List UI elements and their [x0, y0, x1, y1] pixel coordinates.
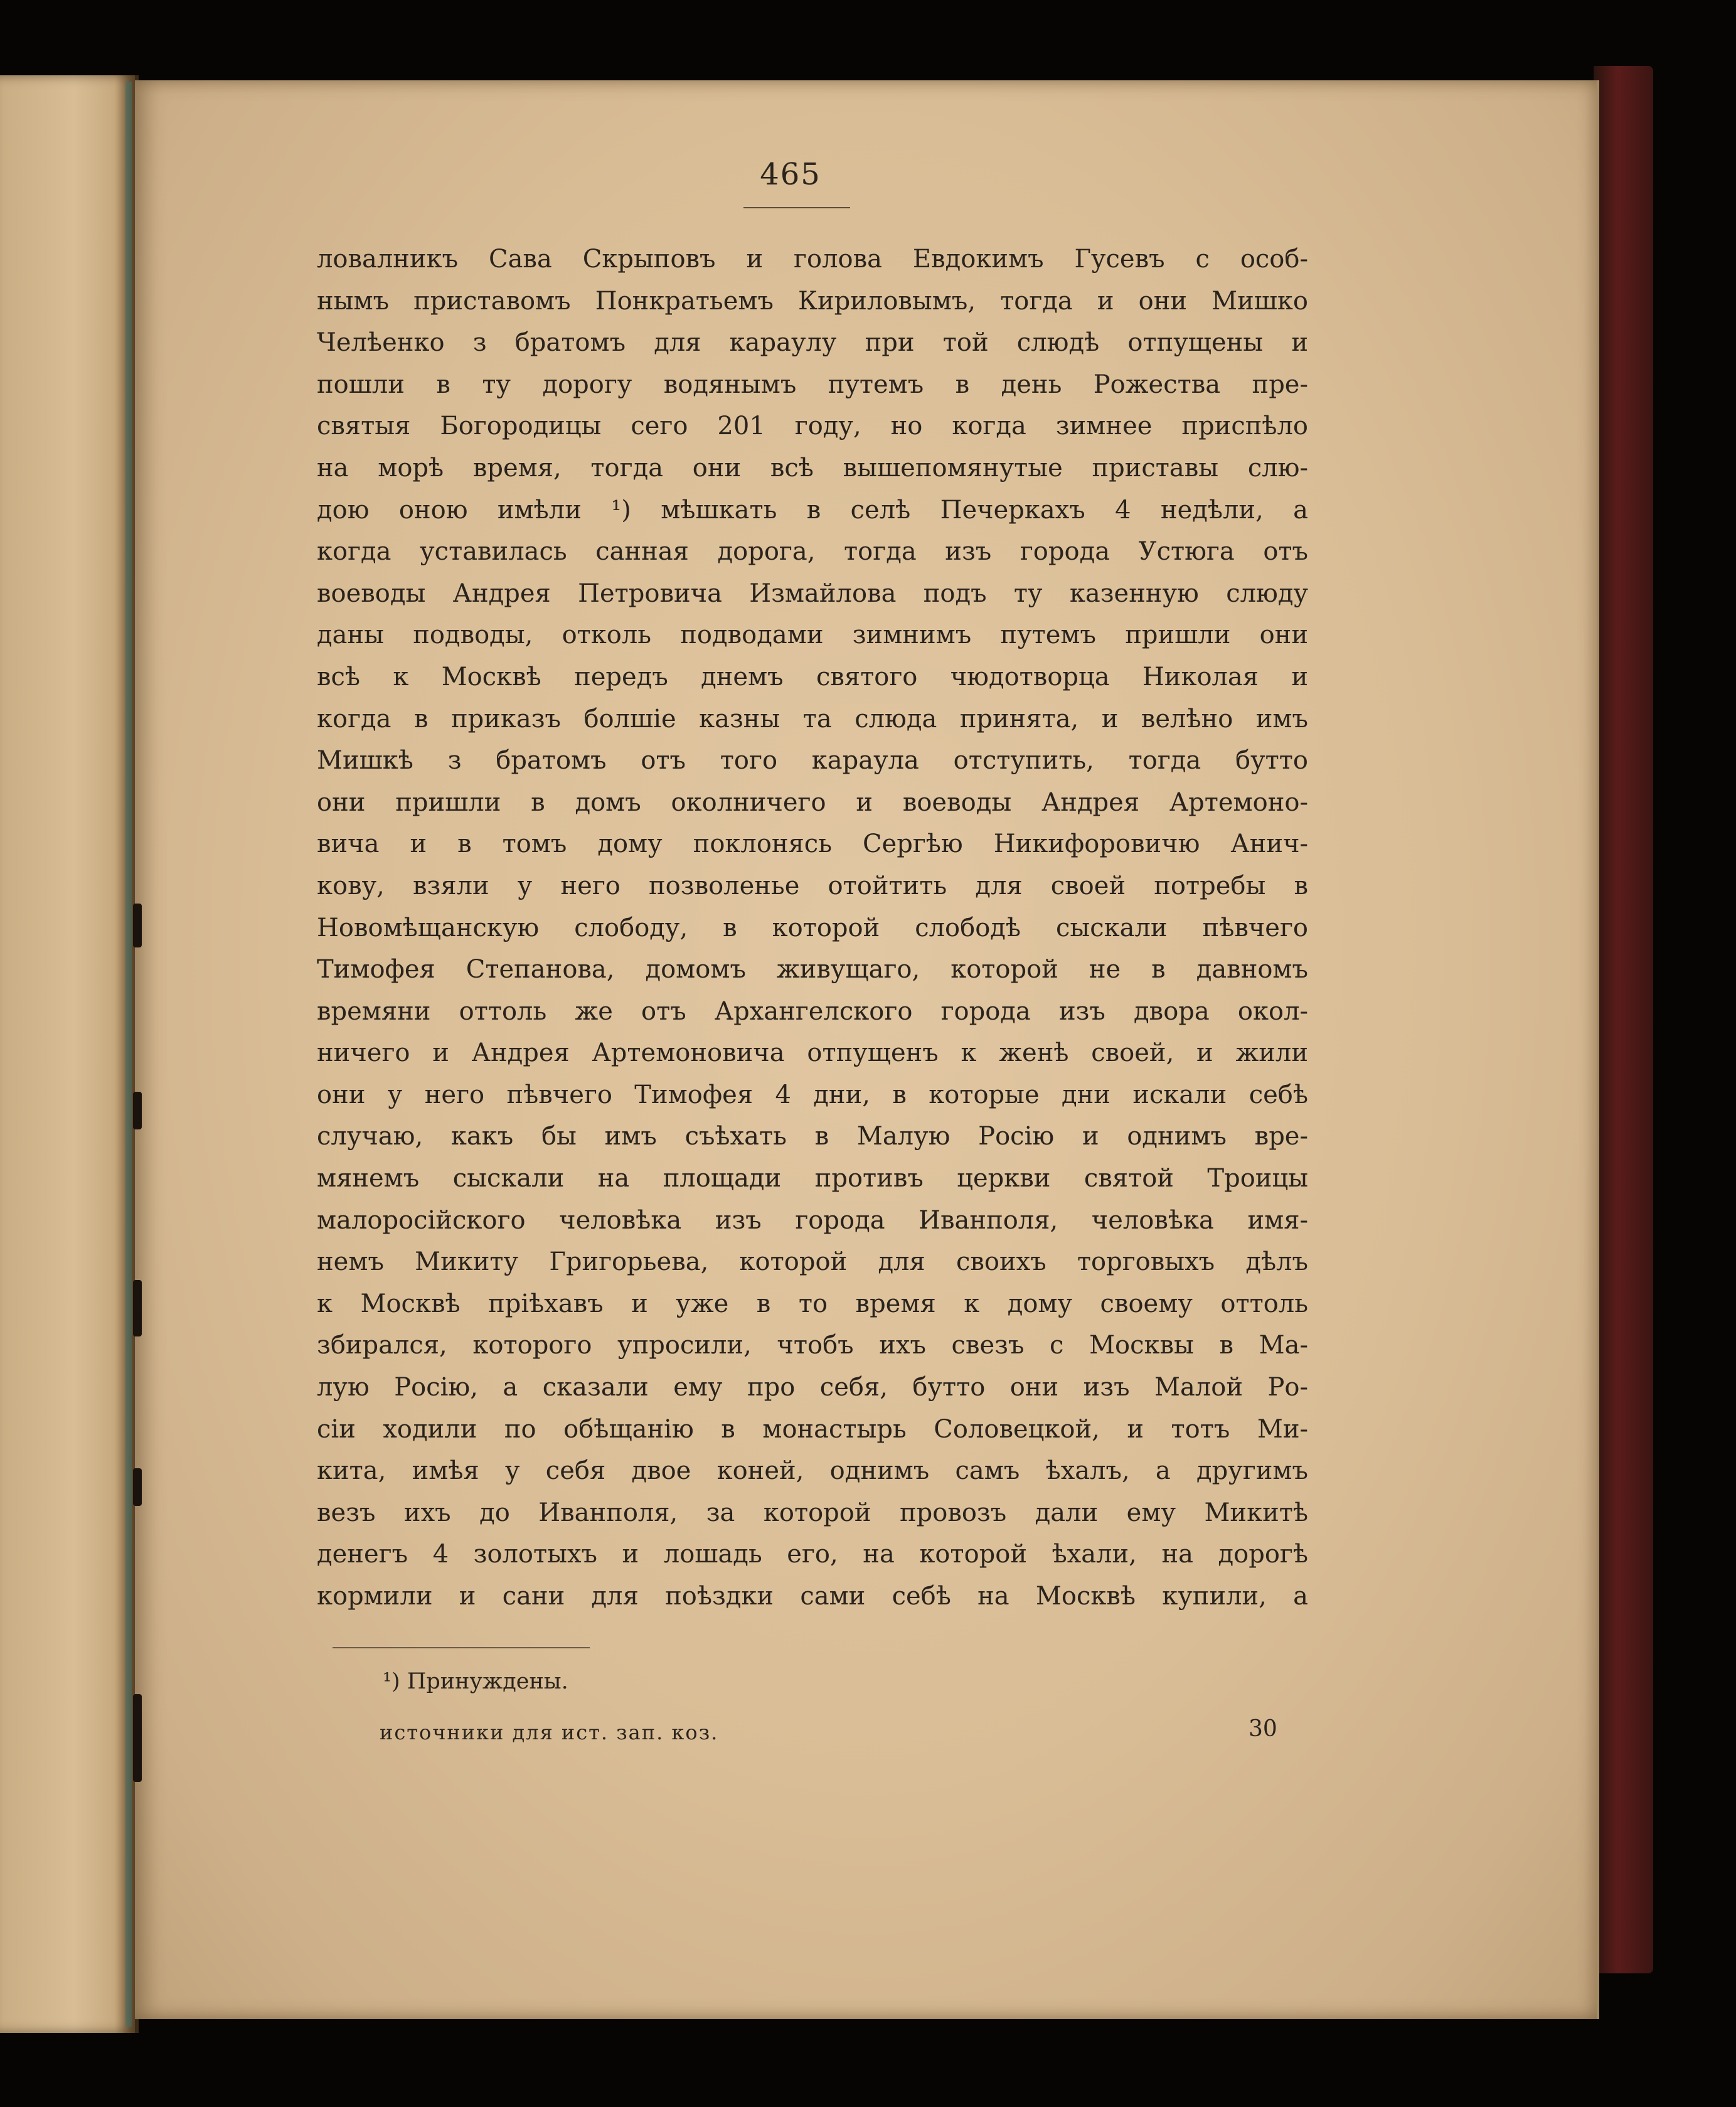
- text-line: Новомѣщанскую слободу, в которой слободѣ сыскали пѣвчего: [317, 913, 1308, 942]
- footnote-marker: ¹): [383, 1669, 400, 1694]
- text-line: збирался, которого упросили, чтобъ ихъ свезъ с Москвы в Ма-: [317, 1331, 1308, 1360]
- signature-number: 30: [1249, 1716, 1277, 1742]
- text-line: когда уставилась санная дорога, тогда изъ города Устюга отъ: [317, 537, 1308, 567]
- text-line: ловалникъ Сава Скрыповъ и голова Евдокимъ Гусевъ с особ-: [317, 245, 1308, 274]
- text-line: святыя Богородицы сего 201 году, но когда зимнее приспѣло: [317, 412, 1308, 441]
- page-edge-tint: [125, 82, 132, 2027]
- text-line: кову, взяли у него позволенье отойтить для своей потребы в: [317, 871, 1308, 900]
- text-line: ничего и Андрея Артемоновича отпущенъ к женѣ своей, и жили: [317, 1038, 1308, 1068]
- text-line: сіи ходили по обѣщанію в монастырь Соловецкой, и тотъ Ми-: [317, 1414, 1308, 1444]
- text-line: вича и в томъ дому поклонясь Сергѣю Никифоровичю Анич-: [317, 829, 1308, 859]
- text-line: Мишкѣ з братомъ отъ того караула отступить, тогда бутто: [317, 746, 1308, 776]
- footnote-text: Принуждены.: [407, 1669, 568, 1694]
- text-line: кита, имѣя у себя двое коней, однимъ самъ ѣхалъ, а другимъ: [317, 1456, 1308, 1486]
- text-line: пошли в ту дорогу водянымъ путемъ в день Рожества пре-: [317, 370, 1308, 399]
- footnote-rule: [333, 1647, 590, 1648]
- binding-thread: [133, 1092, 142, 1129]
- binding-thread: [133, 1280, 142, 1336]
- text-line: Челѣенко з братомъ для караулу при той слюдѣ отпущены и: [317, 328, 1308, 358]
- body-text: [317, 238, 1308, 1618]
- text-line: дою оною имѣли ¹) мѣшкать в селѣ Печеркахъ 4 недѣли, а: [317, 495, 1308, 525]
- text-line: нымъ приставомъ Понкратьемъ Кириловымъ, тогда и они Мишко: [317, 286, 1308, 316]
- text-line: немъ Микиту Григорьева, которой для своихъ торговыхъ дѣлъ: [317, 1247, 1308, 1277]
- text-line: даны подводы, отколь подводами зимнимъ путемъ пришли они: [317, 621, 1308, 650]
- binding-thread: [133, 1694, 142, 1782]
- text-line: везъ ихъ до Иванполя, за которой провозъ дали ему Микитѣ: [317, 1498, 1308, 1527]
- text-line: случаю, какъ бы имъ съѣхать в Малую Росію и однимъ вре-: [317, 1122, 1308, 1151]
- text-line: на морѣ время, тогда они всѣ вышепомянутые приставы слю-: [317, 453, 1308, 483]
- text-line: времяни оттоль же отъ Архангелского города изъ двора окол-: [317, 996, 1308, 1026]
- text-line: к Москвѣ пріѣхавъ и уже в то время к дому своему оттоль: [317, 1289, 1308, 1318]
- text-line: денегъ 4 золотыхъ и лошадь его, на которой ѣхали, на дорогѣ: [317, 1540, 1308, 1569]
- text-line: они у него пѣвчего Тимофея 4 дни, в которые дни искали себѣ: [317, 1080, 1308, 1109]
- footnote: [383, 1669, 568, 1694]
- text-line: мянемъ сыскали на площади противъ церкви святой Троицы: [317, 1164, 1308, 1193]
- previous-page-edge: [0, 75, 139, 2033]
- book-cover-edge: [1594, 66, 1653, 1973]
- page-number-rule: [743, 207, 850, 208]
- text-line: когда в приказъ болшіе казны та слюда принята, и велѣно имъ: [317, 704, 1308, 733]
- text-line: они пришли в домъ околничего и воеводы Андрея Артемоно-: [317, 787, 1308, 817]
- text-line: Тимофея Степанова, домомъ живущаго, которой не в давномъ: [317, 955, 1308, 984]
- page-number: 465: [760, 157, 821, 192]
- text-line: всѣ к Москвѣ передъ днемъ святого чюдотворца Николая и: [317, 662, 1308, 691]
- text-line: кормили и сани для поѣздки сами себѣ на Москвѣ купили, а: [317, 1582, 1308, 1611]
- text-line: малоросійского человѣка изъ города Иванполя, человѣка имя-: [317, 1205, 1308, 1235]
- binding-thread: [133, 1468, 142, 1506]
- signature-line: источники для ист. зап. коз.: [380, 1720, 719, 1744]
- text-line: воеводы Андрея Петровича Измайлова подъ ту казенную слюду: [317, 579, 1308, 608]
- binding-thread: [133, 904, 142, 947]
- text-line: лую Росію, а сказали ему про себя, бутто они изъ Малой Ро-: [317, 1373, 1308, 1402]
